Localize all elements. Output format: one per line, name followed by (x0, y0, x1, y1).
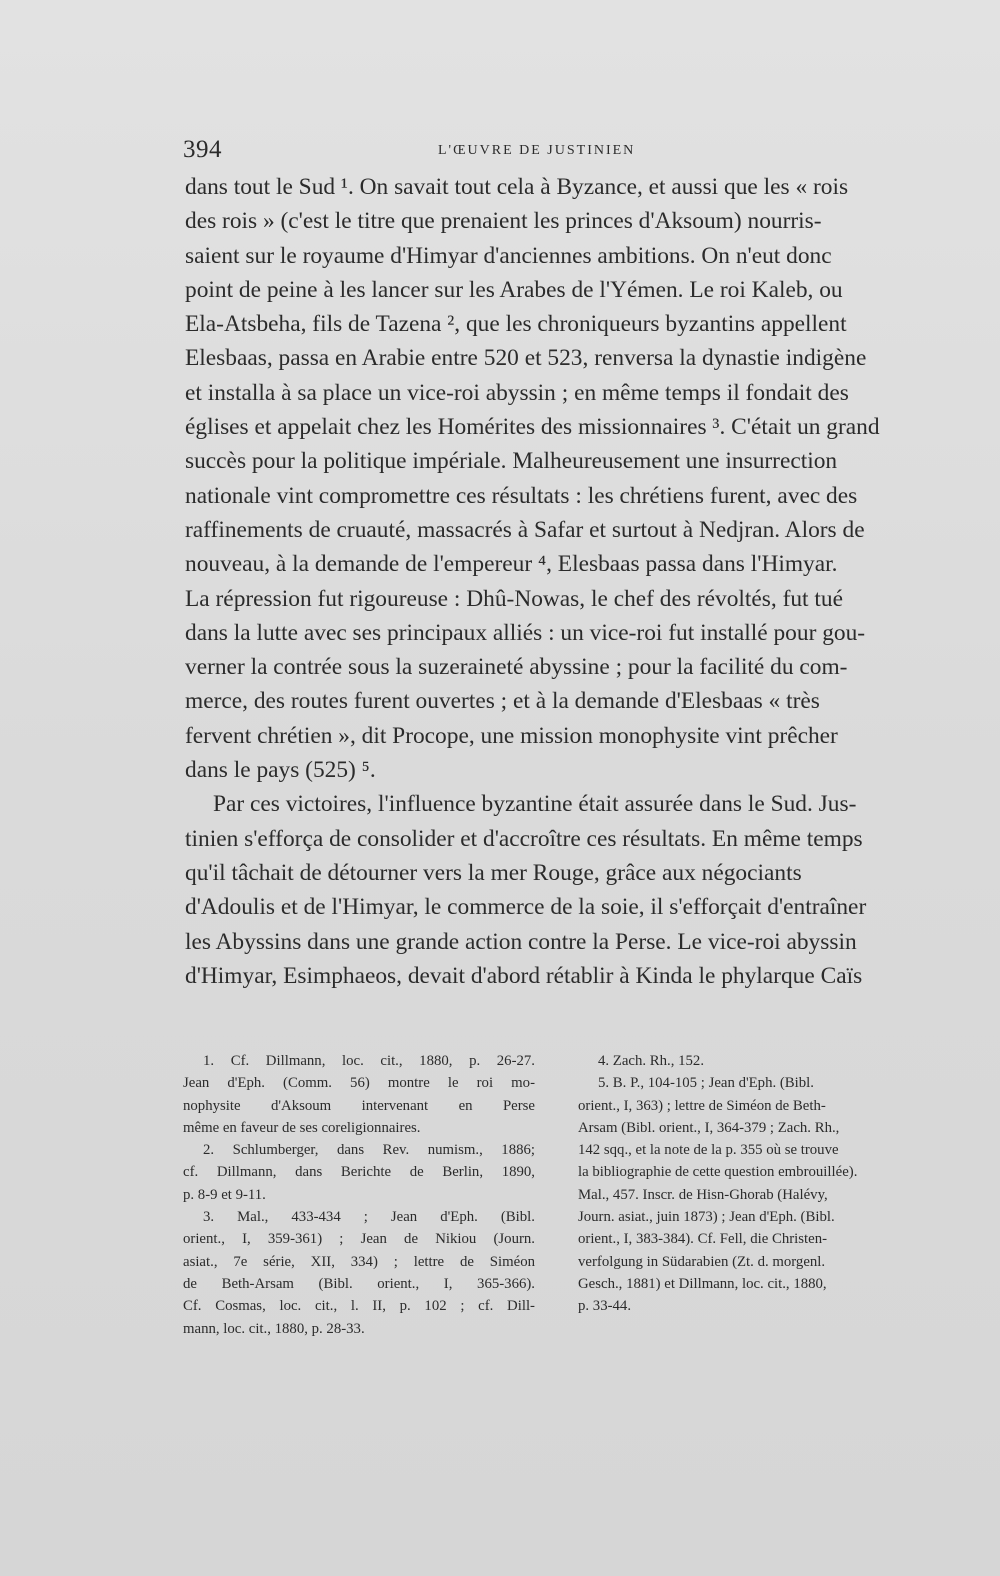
body-line: églises et appelait chez les Homérites des missionnaires ³. C'était un grand (185, 414, 880, 441)
body-line: dans la lutte avec ses principaux alliés : un vice-roi fut installé pour gou- (185, 619, 866, 646)
footnote-line: 5. B. P., 104-105 ; Jean d'Eph. (Bibl. (598, 1075, 814, 1092)
body-line: succès pour la politique impériale. Malheureusement une insurrection (185, 448, 838, 475)
footnote-line: nophysite d'Aksoum intervenant en Perse (183, 1097, 535, 1114)
footnote-line: 3. Mal., 433-434 ; Jean d'Eph. (Bibl. (203, 1209, 535, 1226)
footnote-line: même en faveur de ses coreligionnaires. (183, 1119, 421, 1136)
footnote-line: 2. Schlumberger, dans Rev. numism., 1886; (203, 1142, 535, 1159)
body-line: Elesbaas, passa en Arabie entre 520 et 523, renversa la dynastie indigène (185, 345, 867, 372)
footnote-line: la bibliographie de cette question embrouillée). (578, 1164, 858, 1181)
body-line: La répression fut rigoureuse : Dhû-Nowas, le chef des révoltés, fut tué (185, 585, 843, 612)
footnote-line: 142 sqq., et la note de la p. 355 où se trouve (578, 1142, 839, 1159)
body-line: raffinements de cruauté, massacrés à Safar et surtout à Nedjran. Alors de (185, 516, 865, 543)
footnote-line: Gesch., 1881) et Dillmann, loc. cit., 1880, (578, 1275, 827, 1292)
body-line: qu'il tâchait de détourner vers la mer Rouge, grâce aux négociants (185, 859, 802, 886)
footnote-line: Jean d'Eph. (Comm. 56) montre le roi mo- (183, 1075, 535, 1092)
body-line: merce, des routes furent ouvertes ; et à la demande d'Elesbaas « très (185, 688, 820, 715)
footnote-line: 1. Cf. Dillmann, loc. cit., 1880, p. 26-27. (203, 1053, 535, 1069)
body-line: point de peine à les lancer sur les Arabes de l'Yémen. Le roi Kaleb, ou (185, 276, 843, 303)
body-line: des rois » (c'est le titre que prenaient les princes d'Aksoum) nourris- (185, 208, 822, 235)
body-line: verner la contrée sous la suzeraineté abyssine ; pour la facilité du com- (185, 654, 848, 681)
footnotes-right-column (578, 1050, 858, 1318)
page-number: 394 (183, 136, 222, 163)
footnote-line: mann, loc. cit., 1880, p. 28-33. (183, 1320, 365, 1337)
footnote-line: orient., I, 359-361) ; Jean de Nikiou (Journ. (183, 1231, 535, 1248)
footnote-line: Cf. Cosmas, loc. cit., l. II, p. 102 ; cf. Dill- (183, 1298, 535, 1315)
footnote-line: cf. Dillmann, dans Berichte de Berlin, 1890, (183, 1164, 535, 1181)
body-text (185, 170, 880, 993)
body-line: dans tout le Sud ¹. On savait tout cela à Byzance, et aussi que les « rois (185, 174, 849, 200)
body-line: Par ces victoires, l'influence byzantine était assurée dans le Sud. Jus- (213, 791, 857, 818)
footnote-line: Arsam (Bibl. orient., I, 364-379 ; Zach. Rh., (578, 1119, 840, 1136)
body-line: saient sur le royaume d'Himyar d'anciennes ambitions. On n'eut donc (185, 242, 832, 269)
body-line: nationale vint compromettre ces résultats : les chrétiens furent, avec des (185, 482, 858, 509)
body-line: Ela-Atsbeha, fils de Tazena ², que les chroniqueurs byzantins appellent (185, 311, 847, 338)
body-line: d'Adoulis et de l'Himyar, le commerce de la soie, il s'efforçait d'entraîner (185, 894, 867, 921)
footnote-line: 4. Zach. Rh., 152. (598, 1053, 705, 1069)
footnotes-left-column (183, 1050, 535, 1340)
body-line: fervent chrétien », dit Procope, une mission monophysite vint prêcher (185, 722, 838, 749)
footnote-line: orient., I, 363) ; lettre de Siméon de Beth- (578, 1097, 826, 1114)
body-line: d'Himyar, Esimphaeos, devait d'abord rétablir à Kinda le phylarque Caïs (185, 962, 863, 989)
page-header (183, 136, 728, 166)
footnote-line: verfolgung in Südarabien (Zt. d. morgenl. (578, 1253, 826, 1270)
running-title: L'ŒUVRE DE JUSTINIEN (438, 143, 636, 158)
footnote-line: p. 8-9 et 9-11. (183, 1186, 266, 1203)
body-line: les Abyssins dans une grande action contre la Perse. Le vice-roi abyssin (185, 928, 857, 955)
footnote-line: p. 33-44. (578, 1298, 632, 1315)
body-line: tinien s'efforça de consolider et d'accroître ces résultats. En même temps (185, 825, 863, 852)
footnote-line: orient., I, 383-384). Cf. Fell, die Christen- (578, 1231, 828, 1248)
body-line: nouveau, à la demande de l'empereur ⁴, Elesbaas passa dans l'Himyar. (185, 551, 838, 578)
body-line: et installa à sa place un vice-roi abyssin ; en même temps il fondait des (185, 379, 849, 406)
footnote-line: Mal., 457. Inscr. de Hisn-Ghorab (Halévy, (578, 1186, 828, 1203)
body-line: dans le pays (525) ⁵. (185, 757, 376, 784)
footnote-line: asiat., 7e série, XII, 334) ; lettre de Siméon (183, 1253, 535, 1270)
footnote-line: de Beth-Arsam (Bibl. orient., I, 365-366). (183, 1275, 535, 1292)
footnote-line: Journ. asiat., juin 1873) ; Jean d'Eph. (Bibl. (578, 1209, 835, 1226)
